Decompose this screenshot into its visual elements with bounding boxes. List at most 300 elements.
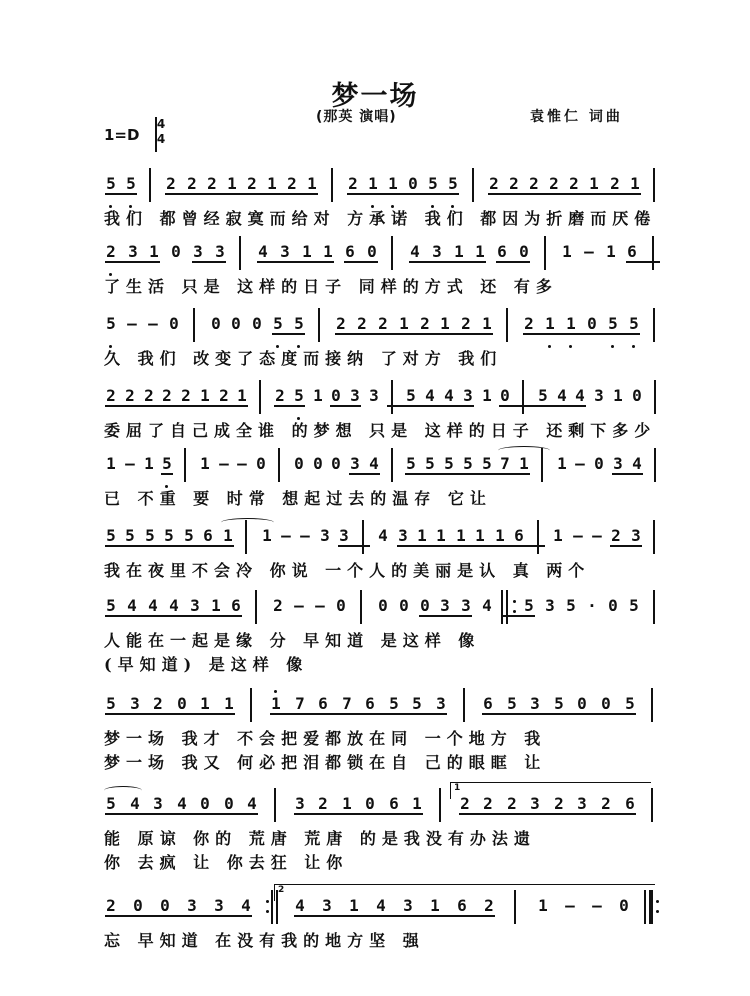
note: 3 xyxy=(193,242,203,261)
note: – xyxy=(315,596,325,615)
key-signature: 1=D xyxy=(104,126,140,144)
note: 5 xyxy=(426,174,440,194)
beam-line xyxy=(397,545,545,547)
bar-line xyxy=(274,788,276,822)
beam-line xyxy=(349,473,380,475)
note: 5 xyxy=(566,596,576,615)
note: – xyxy=(219,454,229,473)
note: 2 xyxy=(181,386,191,405)
beam-line xyxy=(274,405,305,407)
note: – xyxy=(565,896,575,915)
note: 4 xyxy=(148,596,158,615)
beam-line xyxy=(496,261,530,263)
note: 1 xyxy=(349,896,359,915)
beam-line xyxy=(499,405,586,407)
lyric-line: 委屈了自己成全谁 的梦想 只是 这样的日子 还剩下多少 xyxy=(104,421,657,440)
note: 7 xyxy=(500,454,510,473)
note: 7 xyxy=(342,694,352,713)
note: 2 xyxy=(509,174,519,193)
note: 3 xyxy=(440,596,450,615)
notation-line xyxy=(0,168,750,208)
beam-line xyxy=(626,261,660,263)
note: 1 xyxy=(223,526,233,545)
note: 3 xyxy=(130,694,140,713)
bar-line xyxy=(184,448,186,482)
note: 2 xyxy=(507,794,517,813)
note: 2 xyxy=(484,896,494,915)
note: 5 xyxy=(184,526,194,545)
note: 4 xyxy=(410,242,420,261)
note: 1 xyxy=(267,174,277,193)
note: 0 xyxy=(420,596,430,615)
beam-line xyxy=(105,545,234,547)
note: 2 xyxy=(601,794,611,813)
bar-line xyxy=(250,688,252,722)
note: 2 xyxy=(549,174,559,193)
note: 6 xyxy=(365,694,375,713)
composer-credit: 袁惟仁 词曲 xyxy=(530,109,623,125)
note: – xyxy=(592,526,602,545)
tie-arc xyxy=(498,446,550,455)
beam-line xyxy=(272,333,305,335)
lyric-line: 久 我们 改变了态度而接纳 了对方 我们 xyxy=(104,349,503,368)
note: 2 xyxy=(489,174,499,193)
note: 2 xyxy=(610,174,620,193)
note: 5 xyxy=(292,386,306,406)
note: 2 xyxy=(247,174,257,193)
note: 3 xyxy=(398,526,408,545)
note: 5 xyxy=(106,526,116,545)
note: 3 xyxy=(369,386,379,405)
note: 5 xyxy=(606,314,620,334)
note: 0 xyxy=(224,794,234,813)
bar-line xyxy=(653,590,655,624)
bar-line xyxy=(654,380,656,414)
note: 0 xyxy=(331,454,341,473)
bar-line xyxy=(522,380,524,414)
note: 5 xyxy=(627,314,641,334)
bar-line xyxy=(651,688,653,722)
note: 1 xyxy=(456,526,466,545)
beam-line xyxy=(344,261,378,263)
note: 1 xyxy=(430,896,440,915)
note: 4 xyxy=(378,526,388,545)
bar-line xyxy=(391,236,393,270)
note: 2 xyxy=(460,794,470,813)
note: 5 xyxy=(164,526,174,545)
note: 5 xyxy=(106,694,116,713)
note: 5 xyxy=(145,526,155,545)
beam-line xyxy=(612,473,643,475)
bar-line xyxy=(653,520,655,554)
note: 4 xyxy=(177,794,187,813)
note: 6 xyxy=(627,242,637,261)
beam-line xyxy=(405,473,530,475)
note: 1 xyxy=(269,694,283,714)
beam-line xyxy=(192,261,226,263)
note: 4 xyxy=(169,596,179,615)
beam-line xyxy=(347,193,459,195)
note: 6 xyxy=(231,596,241,615)
note: 1 xyxy=(313,386,323,405)
note: 3 xyxy=(320,526,330,545)
note: 1 xyxy=(399,314,409,333)
note: 1 xyxy=(144,454,154,473)
note: 3 xyxy=(350,386,360,405)
lyric-line: 我们 都曾经寂寞而给对 方承诺 我们 都因为折磨而厌倦 xyxy=(104,209,657,228)
note: – xyxy=(294,596,304,615)
note: 0 xyxy=(408,174,418,193)
octave-dot xyxy=(274,690,277,693)
note: 0 xyxy=(365,794,375,813)
note: 1 xyxy=(606,242,616,261)
notation-line xyxy=(0,236,750,276)
note: 1 xyxy=(564,314,578,334)
note: 6 xyxy=(318,694,328,713)
note: 1 xyxy=(538,896,548,915)
note: 3 xyxy=(613,454,623,473)
bar-line xyxy=(463,688,465,722)
note: 7 xyxy=(295,694,305,713)
note: 1 xyxy=(412,794,422,813)
bar-line xyxy=(472,168,474,202)
note: 1 xyxy=(475,242,485,261)
tie-arc xyxy=(221,518,274,527)
note: 3 xyxy=(187,896,197,915)
note: 2 xyxy=(420,314,430,333)
lyric-line: 了生活 只是 这样的日子 同样的方式 还 有多 xyxy=(104,277,558,296)
beam-line xyxy=(387,405,474,407)
note: 1 xyxy=(417,526,427,545)
note: 3 xyxy=(463,386,473,405)
lyric-line: 梦一场 我又 何必把泪都锁在自 己的眼眶 让 xyxy=(104,753,547,772)
repeat-dot xyxy=(656,910,659,913)
bar-line xyxy=(653,308,655,342)
notation-line xyxy=(0,590,750,630)
note: 6 xyxy=(203,526,213,545)
note: 4 xyxy=(258,242,268,261)
note: 3 xyxy=(350,454,360,473)
note: 3 xyxy=(339,526,349,545)
note: 1 xyxy=(454,242,464,261)
lyric-line: 你 去疯 让 你去狂 让你 xyxy=(104,853,349,872)
lyric-line: 人能在一起是缘 分 早知道 是这样 像 xyxy=(104,631,481,650)
bar-line xyxy=(259,380,261,414)
note: 2 xyxy=(166,174,176,193)
note: 0 xyxy=(500,386,510,405)
second-ending-label: 2 xyxy=(278,885,285,895)
note: – xyxy=(300,526,310,545)
song-title: 梦一场 xyxy=(331,81,419,112)
note: 1 xyxy=(307,174,317,193)
note: 6 xyxy=(389,794,399,813)
time-signature-bottom: 4 xyxy=(156,132,166,146)
time-signature-top: 4 xyxy=(156,117,166,131)
note: 2 xyxy=(336,314,346,333)
beam-line xyxy=(105,405,248,407)
note: 2 xyxy=(318,794,328,813)
note: 1 xyxy=(227,174,237,193)
note: 6 xyxy=(457,896,467,915)
beam-line xyxy=(165,193,318,195)
bar-line xyxy=(653,168,655,202)
note: 0 xyxy=(133,896,143,915)
note: 4 xyxy=(575,386,585,405)
note: 1 xyxy=(366,174,380,194)
note: 1 xyxy=(302,242,312,261)
note: 3 xyxy=(432,242,442,261)
note: 5 xyxy=(389,694,399,713)
beam-line xyxy=(338,545,370,547)
notation-line xyxy=(0,688,750,728)
note: 6 xyxy=(514,526,524,545)
bar-line xyxy=(318,308,320,342)
bar-line xyxy=(537,520,539,554)
repeat-dot xyxy=(266,900,269,903)
lyric-line: 已 不重 要 时常 想起过去的温存 它让 xyxy=(104,489,492,508)
beam-line xyxy=(294,813,423,815)
note: 1 xyxy=(613,386,623,405)
note: 3 xyxy=(530,794,540,813)
first-ending-bracket xyxy=(450,782,651,799)
note: 4 xyxy=(247,794,257,813)
note: 1 xyxy=(224,694,234,713)
note: 5 xyxy=(124,174,138,194)
note: 5 xyxy=(554,694,564,713)
beam-line xyxy=(335,333,493,335)
repeat-dot xyxy=(513,600,516,603)
bar-line xyxy=(654,448,656,482)
note: 2 xyxy=(357,314,367,333)
note: 1 xyxy=(200,694,210,713)
note: 3 xyxy=(280,242,290,261)
note: 4 xyxy=(369,454,379,473)
note: 5 xyxy=(446,174,460,194)
notation-line xyxy=(0,308,750,348)
notation-line xyxy=(0,448,750,488)
note: 2 xyxy=(153,694,163,713)
note: 2 xyxy=(207,174,217,193)
first-ending-label: 1 xyxy=(454,783,461,793)
note: 0 xyxy=(399,596,409,615)
note: 5 xyxy=(412,694,422,713)
note: 5 xyxy=(104,174,118,194)
note: 3 xyxy=(128,242,138,261)
note: 5 xyxy=(425,454,435,473)
note: – xyxy=(237,454,247,473)
bar-line xyxy=(271,890,273,924)
note: – xyxy=(575,454,585,473)
note: 0 xyxy=(177,694,187,713)
note: 2 xyxy=(529,174,539,193)
bar-line xyxy=(149,168,151,202)
note: 3 xyxy=(322,896,332,915)
bar-line xyxy=(255,590,257,624)
bar-line xyxy=(544,236,546,270)
note: 4 xyxy=(241,896,251,915)
note: 3 xyxy=(214,896,224,915)
note: 0 xyxy=(313,454,323,473)
note: 0 xyxy=(169,314,179,333)
note: 5 xyxy=(106,596,116,615)
note: 0 xyxy=(171,242,181,261)
note: 4 xyxy=(425,386,435,405)
note: 4 xyxy=(557,386,567,405)
note: 5 xyxy=(406,386,416,405)
note: 1 xyxy=(543,314,557,334)
bar-line xyxy=(501,590,503,624)
note: · xyxy=(587,596,597,615)
note: 1 xyxy=(495,526,505,545)
singer-credit: (那英 演唱) xyxy=(316,109,397,125)
note: 5 xyxy=(292,314,306,334)
note: 0 xyxy=(577,694,587,713)
note: 2 xyxy=(125,386,135,405)
note: 1 xyxy=(475,526,485,545)
note: 0 xyxy=(336,596,346,615)
beam-line xyxy=(502,615,535,617)
note: 6 xyxy=(625,794,635,813)
note: 1 xyxy=(440,314,450,333)
repeat-dot xyxy=(513,610,516,613)
note: 5 xyxy=(463,454,473,473)
note: 5 xyxy=(629,596,639,615)
note: 1 xyxy=(149,242,159,261)
note: 2 xyxy=(569,174,579,193)
note: 1 xyxy=(482,386,492,405)
bar-line xyxy=(362,520,364,554)
note: 5 xyxy=(160,454,174,474)
lyric-line: 忘 早知道 在没有我的地方坚 强 xyxy=(104,931,425,950)
note: 1 xyxy=(482,314,492,333)
note: 2 xyxy=(378,314,388,333)
note: – xyxy=(125,454,135,473)
note: 3 xyxy=(153,794,163,813)
beam-line xyxy=(105,813,258,815)
bar-line xyxy=(391,380,393,414)
note: 1 xyxy=(589,174,599,193)
note: 6 xyxy=(497,242,507,261)
note: 2 xyxy=(461,314,471,333)
note: 2 xyxy=(144,386,154,405)
note: 5 xyxy=(538,386,548,405)
note: 1 xyxy=(342,794,352,813)
bar-line xyxy=(506,590,508,624)
note: 3 xyxy=(403,896,413,915)
beam-line xyxy=(610,545,642,547)
note: 0 xyxy=(331,386,341,405)
lyric-line: 我在夜里不会冷 你说 一个人的美丽是认 真 两个 xyxy=(104,561,591,580)
beam-line xyxy=(419,615,472,617)
second-ending-bracket xyxy=(274,884,655,901)
note: 1 xyxy=(211,596,221,615)
note: 1 xyxy=(557,454,567,473)
note: 1 xyxy=(200,386,210,405)
note: 2 xyxy=(348,174,358,193)
note: 0 xyxy=(519,242,529,261)
bar-line xyxy=(239,236,241,270)
note: 4 xyxy=(444,386,454,405)
note: 2 xyxy=(162,386,172,405)
note: 1 xyxy=(630,174,640,193)
beam-line xyxy=(105,261,160,263)
notation-line xyxy=(0,380,750,420)
note: 0 xyxy=(211,314,221,333)
note: 2 xyxy=(554,794,564,813)
note: 0 xyxy=(252,314,262,333)
beam-line xyxy=(270,713,447,715)
beam-line xyxy=(105,915,252,917)
note: 0 xyxy=(200,794,210,813)
note: 6 xyxy=(483,694,493,713)
note: 0 xyxy=(367,242,377,261)
beam-line xyxy=(523,333,640,335)
note: 3 xyxy=(577,794,587,813)
note: 1 xyxy=(237,386,247,405)
note: 3 xyxy=(190,596,200,615)
bar-line xyxy=(391,448,393,482)
note: 2 xyxy=(287,174,297,193)
beam-line xyxy=(330,405,361,407)
note: 3 xyxy=(461,596,471,615)
note: 2 xyxy=(219,386,229,405)
beam-line xyxy=(409,261,486,263)
note: 3 xyxy=(631,526,641,545)
beam-line xyxy=(482,713,636,715)
note: 0 xyxy=(294,454,304,473)
time-signature xyxy=(152,117,170,147)
bar-line xyxy=(278,448,280,482)
note: 1 xyxy=(262,526,272,545)
note: 2 xyxy=(187,174,197,193)
note: 1 xyxy=(436,526,446,545)
note: 2 xyxy=(273,596,283,615)
tie-arc xyxy=(104,786,142,795)
beam-line xyxy=(161,473,173,475)
bar-line xyxy=(506,308,508,342)
note: 0 xyxy=(594,454,604,473)
note: 2 xyxy=(104,242,118,262)
note: – xyxy=(127,314,137,333)
note: 0 xyxy=(632,386,642,405)
bar-line xyxy=(360,590,362,624)
notation-line xyxy=(0,520,750,560)
note: – xyxy=(592,896,602,915)
beam-line xyxy=(488,193,641,195)
lyric-line: 梦一场 我才 不会把爱都放在同 一个地方 我 xyxy=(104,729,547,748)
note: 0 xyxy=(619,896,629,915)
beam-line xyxy=(459,813,636,815)
repeat-dot xyxy=(656,900,659,903)
beam-line xyxy=(105,713,235,715)
note: 1 xyxy=(386,174,400,194)
beam-line xyxy=(257,261,334,263)
note: 4 xyxy=(130,794,140,813)
note: 2 xyxy=(106,386,116,405)
note: 5 xyxy=(625,694,635,713)
note: 1 xyxy=(562,242,572,261)
note: 4 xyxy=(376,896,386,915)
beam-line xyxy=(105,615,242,617)
note: 5 xyxy=(482,454,492,473)
note: – xyxy=(584,242,594,261)
note: 2 xyxy=(524,314,534,333)
note: 3 xyxy=(436,694,446,713)
note: 1 xyxy=(200,454,210,473)
note: 1 xyxy=(519,454,529,473)
note: 2 xyxy=(483,794,493,813)
note: 5 xyxy=(125,526,135,545)
